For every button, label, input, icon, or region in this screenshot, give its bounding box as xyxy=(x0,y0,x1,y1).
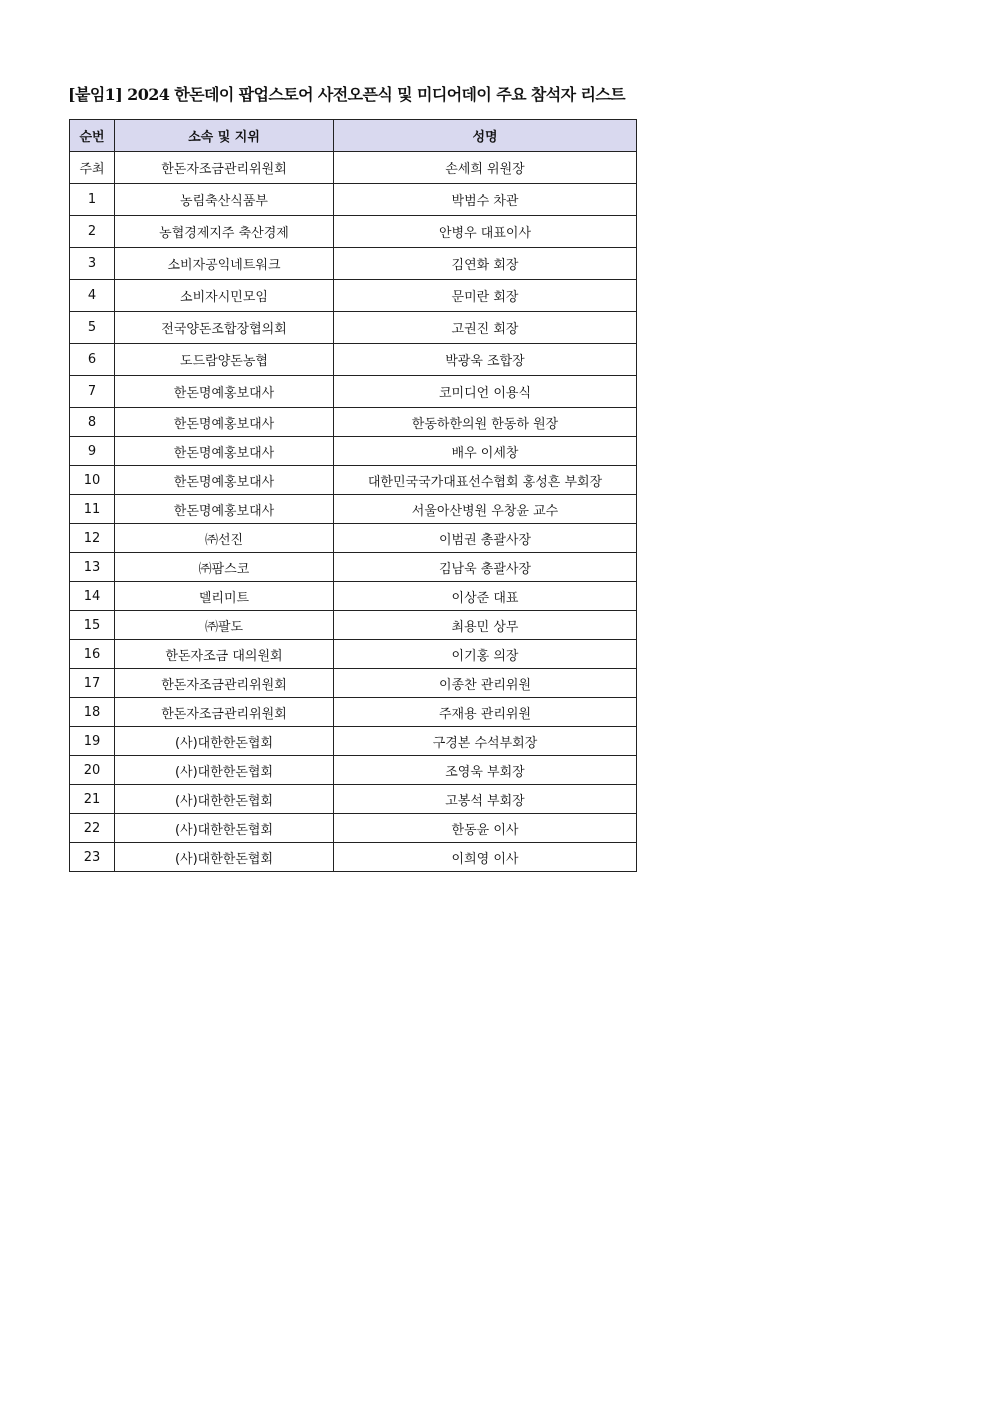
cell-name: 안병우 대표이사 xyxy=(334,216,637,248)
cell-affiliation: 델리미트 xyxy=(115,582,334,611)
cell-affiliation: 소비자공익네트워크 xyxy=(115,248,334,280)
cell-affiliation: 한돈자조금 대의원회 xyxy=(115,640,334,669)
header-name: 성명 xyxy=(334,120,637,152)
cell-name: 서울아산병원 우창윤 교수 xyxy=(334,495,637,524)
cell-affiliation: (사)대한한돈협회 xyxy=(115,727,334,756)
cell-affiliation: 한돈명예홍보대사 xyxy=(115,408,334,437)
cell-name: 이종찬 관리위원 xyxy=(334,669,637,698)
table-row xyxy=(70,495,637,524)
cell-name: 이희영 이사 xyxy=(334,843,637,872)
table-row xyxy=(70,248,637,280)
cell-number: 14 xyxy=(70,582,115,611)
table-row xyxy=(70,152,637,184)
cell-number: 17 xyxy=(70,669,115,698)
cell-number: 6 xyxy=(70,344,115,376)
cell-affiliation: 도드람양돈농협 xyxy=(115,344,334,376)
table-row xyxy=(70,640,637,669)
cell-affiliation: 소비자시민모임 xyxy=(115,280,334,312)
table-row xyxy=(70,669,637,698)
table-row xyxy=(70,524,637,553)
cell-affiliation: ㈜팔도 xyxy=(115,611,334,640)
cell-affiliation: (사)대한한돈협회 xyxy=(115,843,334,872)
cell-number: 15 xyxy=(70,611,115,640)
table-row xyxy=(70,553,637,582)
table-row xyxy=(70,216,637,248)
cell-affiliation: 한돈명예홍보대사 xyxy=(115,437,334,466)
cell-name: 배우 이세창 xyxy=(334,437,637,466)
table-row xyxy=(70,814,637,843)
cell-number: 11 xyxy=(70,495,115,524)
table-row xyxy=(70,408,637,437)
table-row xyxy=(70,466,637,495)
cell-number: 13 xyxy=(70,553,115,582)
cell-name: 문미란 회장 xyxy=(334,280,637,312)
cell-number: 7 xyxy=(70,376,115,408)
cell-name: 고봉석 부회장 xyxy=(334,785,637,814)
cell-number: 21 xyxy=(70,785,115,814)
cell-affiliation: (사)대한한돈협회 xyxy=(115,785,334,814)
cell-number: 16 xyxy=(70,640,115,669)
cell-number: 19 xyxy=(70,727,115,756)
cell-number: 12 xyxy=(70,524,115,553)
cell-name: 이상준 대표 xyxy=(334,582,637,611)
cell-name: 김연화 회장 xyxy=(334,248,637,280)
cell-number: 3 xyxy=(70,248,115,280)
cell-number: 주최 xyxy=(70,152,115,184)
header-affiliation: 소속 및 지위 xyxy=(115,120,334,152)
cell-affiliation: 농협경제지주 축산경제 xyxy=(115,216,334,248)
attendee-table xyxy=(69,119,637,872)
table-row xyxy=(70,437,637,466)
cell-affiliation: (사)대한한돈협회 xyxy=(115,814,334,843)
table-row xyxy=(70,843,637,872)
table-row xyxy=(70,756,637,785)
cell-affiliation: (사)대한한돈협회 xyxy=(115,756,334,785)
cell-number: 2 xyxy=(70,216,115,248)
cell-name: 한동하한의원 한동하 원장 xyxy=(334,408,637,437)
cell-name: 최용민 상무 xyxy=(334,611,637,640)
cell-name: 이기홍 의장 xyxy=(334,640,637,669)
cell-number: 20 xyxy=(70,756,115,785)
header-number: 순번 xyxy=(70,120,115,152)
cell-number: 10 xyxy=(70,466,115,495)
cell-affiliation: ㈜팜스코 xyxy=(115,553,334,582)
cell-number: 18 xyxy=(70,698,115,727)
cell-name: 조영욱 부회장 xyxy=(334,756,637,785)
table-row xyxy=(70,698,637,727)
table-row xyxy=(70,727,637,756)
table-row xyxy=(70,280,637,312)
table-row xyxy=(70,312,637,344)
cell-number: 9 xyxy=(70,437,115,466)
cell-name: 박광욱 조합장 xyxy=(334,344,637,376)
cell-number: 22 xyxy=(70,814,115,843)
cell-name: 고권진 회장 xyxy=(334,312,637,344)
table-row xyxy=(70,184,637,216)
cell-affiliation: 한돈자조금관리위원회 xyxy=(115,152,334,184)
table-row xyxy=(70,582,637,611)
cell-affiliation: 한돈자조금관리위원회 xyxy=(115,669,334,698)
cell-affiliation: 한돈명예홍보대사 xyxy=(115,376,334,408)
cell-affiliation: ㈜선진 xyxy=(115,524,334,553)
table-header-row xyxy=(70,120,637,152)
table-row xyxy=(70,785,637,814)
cell-name: 박범수 차관 xyxy=(334,184,637,216)
cell-name: 코미디언 이용식 xyxy=(334,376,637,408)
cell-number: 23 xyxy=(70,843,115,872)
cell-name: 대한민국국가대표선수협회 홍성흔 부회장 xyxy=(334,466,637,495)
cell-number: 5 xyxy=(70,312,115,344)
cell-number: 1 xyxy=(70,184,115,216)
table-row xyxy=(70,611,637,640)
document-title: [붙임1] 2024 한돈데이 팝업스토어 사전오픈식 및 미디어데이 주요 참석자 리스트 xyxy=(68,85,626,104)
cell-affiliation: 한돈자조금관리위원회 xyxy=(115,698,334,727)
cell-name: 구경본 수석부회장 xyxy=(334,727,637,756)
table-row xyxy=(70,376,637,408)
cell-name: 이범권 총괄사장 xyxy=(334,524,637,553)
cell-affiliation: 농림축산식품부 xyxy=(115,184,334,216)
cell-number: 4 xyxy=(70,280,115,312)
cell-number: 8 xyxy=(70,408,115,437)
cell-name: 김남욱 총괄사장 xyxy=(334,553,637,582)
cell-affiliation: 전국양돈조합장협의회 xyxy=(115,312,334,344)
cell-name: 주재용 관리위원 xyxy=(334,698,637,727)
cell-name: 손세희 위원장 xyxy=(334,152,637,184)
cell-affiliation: 한돈명예홍보대사 xyxy=(115,495,334,524)
cell-name: 한동윤 이사 xyxy=(334,814,637,843)
table-row xyxy=(70,344,637,376)
cell-affiliation: 한돈명예홍보대사 xyxy=(115,466,334,495)
